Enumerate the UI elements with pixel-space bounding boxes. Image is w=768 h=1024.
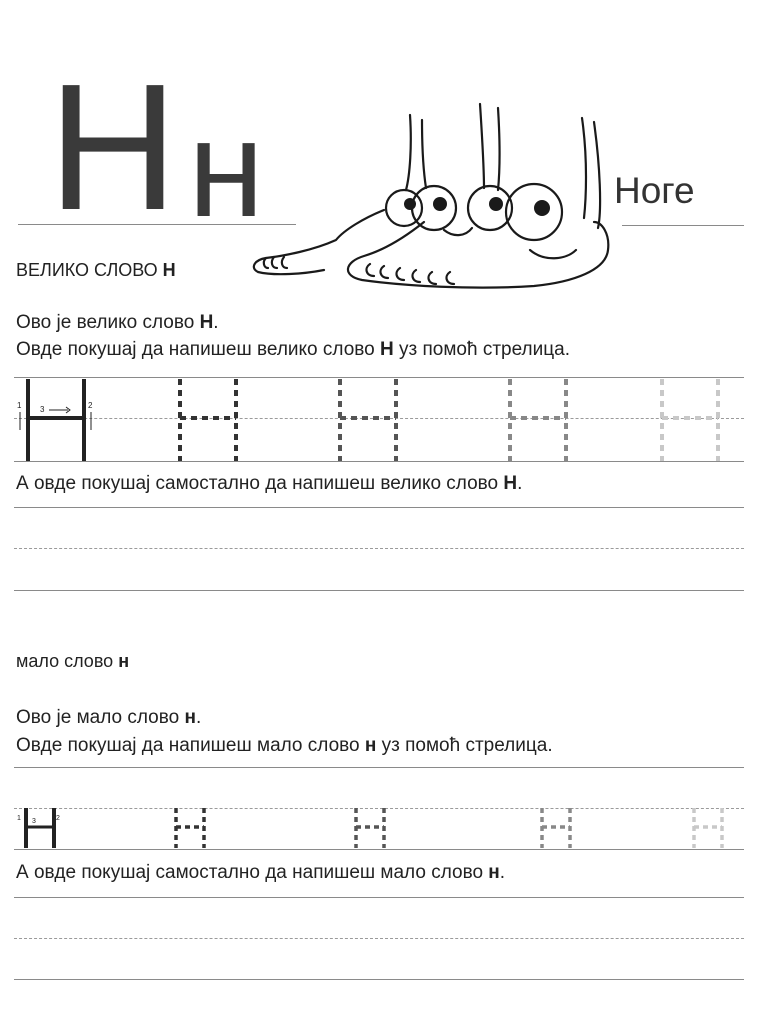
svg-text:1: 1 [17,815,21,822]
uppercase-trace-row [14,376,744,464]
uppercase-practice-topline[interactable] [14,507,744,508]
lowercase-section-title: мало слово н [16,651,130,671]
uppercase-practice-text: А овде покушај самостално да напишеш велико слово Н. [16,473,523,494]
uppercase-guide-text: Овде покушај да напишеш велико слово Н уз помоћ стрелица. [16,339,570,360]
svg-text:3: 3 [40,405,45,414]
lowercase-practice-midline[interactable] [14,938,744,939]
uppercase-trace-copy-2 [340,379,396,461]
lowercase-model-letter [17,808,60,848]
header-word: Ноге [614,170,695,211]
uppercase-intro-text: Ово је велико слово Н. [16,312,219,333]
lowercase-guide-text: Овде покушај да напишеш мало слово н уз помоћ стрелица. [16,735,553,756]
svg-text:1: 1 [17,401,22,410]
lowercase-trace-copy-3 [542,808,570,848]
header-uppercase-letter: Н [48,47,176,248]
svg-text:2: 2 [88,401,93,410]
uppercase-model-letter [17,379,93,461]
uppercase-practice-midline[interactable] [14,548,744,549]
lowercase-trace-copy-2 [356,808,384,848]
lowercase-trace-topline [14,767,744,768]
lowercase-practice-topline[interactable] [14,897,744,898]
lowercase-trace-copy-4 [694,808,722,848]
uppercase-trace-copy-1 [180,379,236,461]
header-lowercase-letter: н [188,92,265,246]
lowercase-trace-row [14,806,744,850]
uppercase-section-title: ВЕЛИКО СЛОВО Н [16,260,176,280]
lowercase-intro-text: Ово је мало слово н. [16,707,202,728]
lowercase-practice-baseline[interactable] [14,979,744,980]
lowercase-trace-copy-1 [176,808,204,848]
uppercase-trace-copy-3 [510,379,566,461]
lowercase-practice-text: А овде покушај самостално да напишеш мало слово н. [16,862,506,883]
svg-text:3: 3 [32,818,36,825]
feet-illustration-icon [244,100,614,295]
uppercase-practice-baseline[interactable] [14,590,744,591]
uppercase-trace-copy-4 [662,379,718,461]
header-underline-right [622,225,744,226]
svg-text:2: 2 [56,815,60,822]
